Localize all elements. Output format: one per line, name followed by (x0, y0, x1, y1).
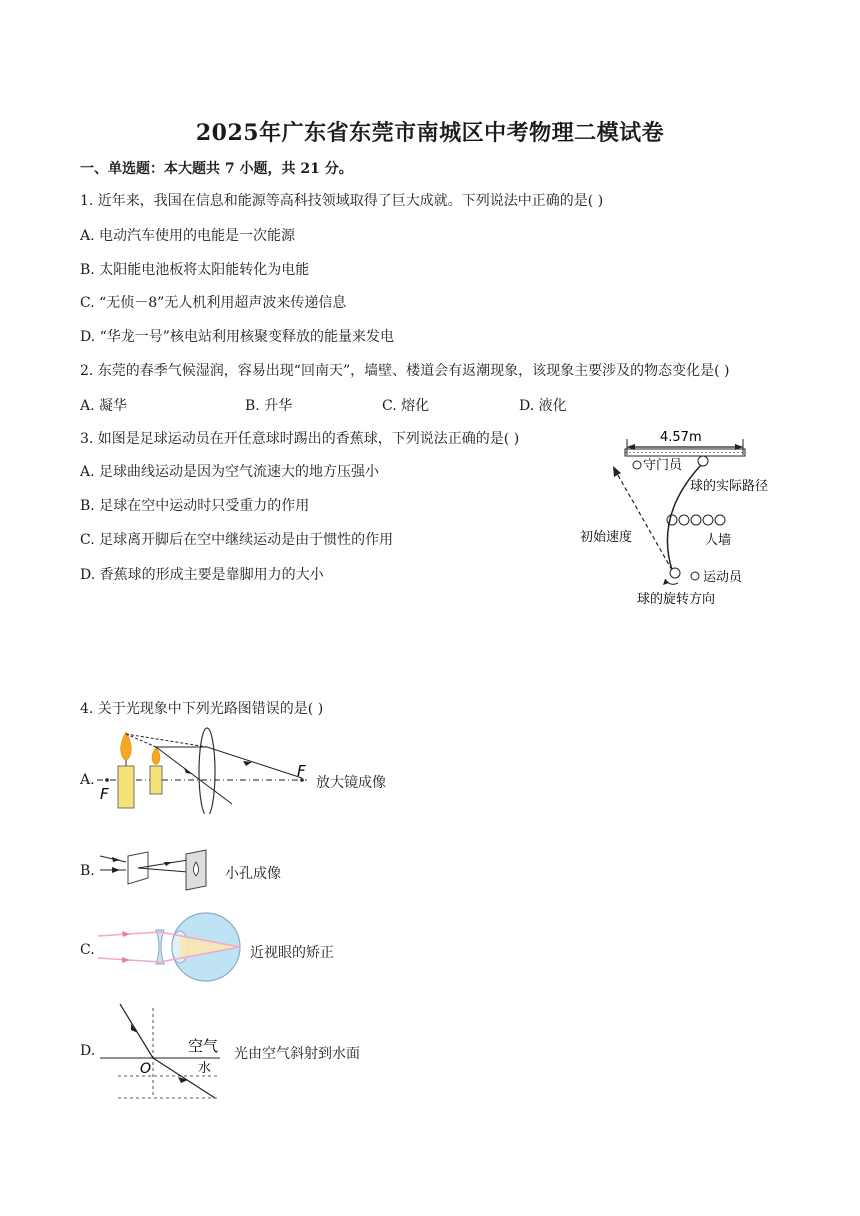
myopia-correction-diagram (96, 910, 248, 984)
question-4-option-d-caption: 光由空气斜射到水面 (234, 1046, 360, 1062)
question-1-option-b: B. 太阳能电池板将太阳能转化为电能 (80, 262, 310, 278)
question-3-option-a: A. 足球曲线运动是因为空气流速大的地方压强小 (80, 464, 380, 480)
question-4-option-b-caption: 小孔成像 (225, 866, 281, 882)
air-label: 空气 (188, 1037, 219, 1055)
concave-lens-icon (156, 930, 164, 964)
spin-direction-label: 球的旋转方向 (637, 592, 716, 607)
water-label: 水 (198, 1061, 212, 1076)
question-2-option-b: B. 升华 (245, 398, 293, 414)
question-4-option-c-letter: C. (80, 942, 95, 958)
origin-label: O (140, 1061, 152, 1077)
distance-label: 4.57m (660, 430, 702, 445)
question-4-option-c-caption: 近视眼的矫正 (250, 945, 334, 961)
ball-icon (698, 456, 708, 466)
question-4-option-b-letter: B. (80, 863, 95, 879)
magnifier-diagram (92, 722, 314, 814)
convex-lens-icon (199, 728, 215, 814)
question-3-option-c: C. 足球离开脚后在空中继续运动是由于惯性的作用 (80, 532, 394, 548)
question-2-option-a: A. 凝华 (80, 398, 128, 414)
question-1-option-c: C. “无侦－8”无人机利用超声波来传递信息 (80, 295, 347, 311)
actual-path-label: 球的实际路径 (690, 479, 769, 494)
section-heading: 一、单选题：本大题共 7 小题，共 21 分。 (80, 161, 353, 177)
focal-point-left-label: F (100, 785, 109, 803)
question-2-stem: 2. 东莞的春季气候湿润，容易出现“回南天”，墙壁、楼道会有返潮现象，该现象主要涉及的物态变化是( ) (80, 363, 730, 379)
human-wall-icon (667, 515, 725, 525)
human-wall-label: 人墙 (705, 533, 732, 548)
initial-velocity-label: 初始速度 (580, 530, 633, 545)
question-3-option-b: B. 足球在空中运动时只受重力的作用 (80, 498, 310, 514)
pinhole-diagram (96, 848, 222, 892)
focal-point-right-label: F (297, 762, 306, 780)
question-4-option-d-letter: D. (80, 1043, 96, 1059)
athlete-icon (691, 572, 699, 580)
athlete-label: 运动员 (703, 570, 743, 585)
question-2-option-d: D. 液化 (519, 398, 567, 414)
question-2-option-c: C. 熔化 (382, 398, 430, 414)
question-1-stem: 1. 近年来，我国在信息和能源等高科技领域取得了巨大成就。下列说法中正确的是( ) (80, 193, 604, 209)
goalkeeper-icon (633, 461, 641, 469)
refraction-diagram (100, 1000, 230, 1100)
question-4-option-a-caption: 放大镜成像 (316, 775, 386, 791)
question-3-option-d: D. 香蕉球的形成主要是靠脚用力的大小 (80, 567, 324, 583)
question-4-stem: 4. 关于光现象中下列光路图错误的是( ) (80, 701, 324, 717)
question-1-option-a: A. 电动汽车使用的电能是一次能源 (80, 228, 296, 244)
question-4-option-a-letter: A. (80, 772, 95, 788)
question-3-stem: 3. 如图是足球运动员在开任意球时踢出的香蕉球，下列说法正确的是( ) (80, 431, 520, 447)
goalkeeper-label: 守门员 (643, 458, 683, 473)
page-title: 2025年广东省东莞市南城区中考物理二模试卷 (195, 120, 665, 146)
question-1-option-d: D. “华龙一号”核电站利用核聚变释放的能量来发电 (80, 329, 394, 345)
flame-large-icon (121, 732, 132, 760)
banana-kick-figure (575, 425, 790, 615)
